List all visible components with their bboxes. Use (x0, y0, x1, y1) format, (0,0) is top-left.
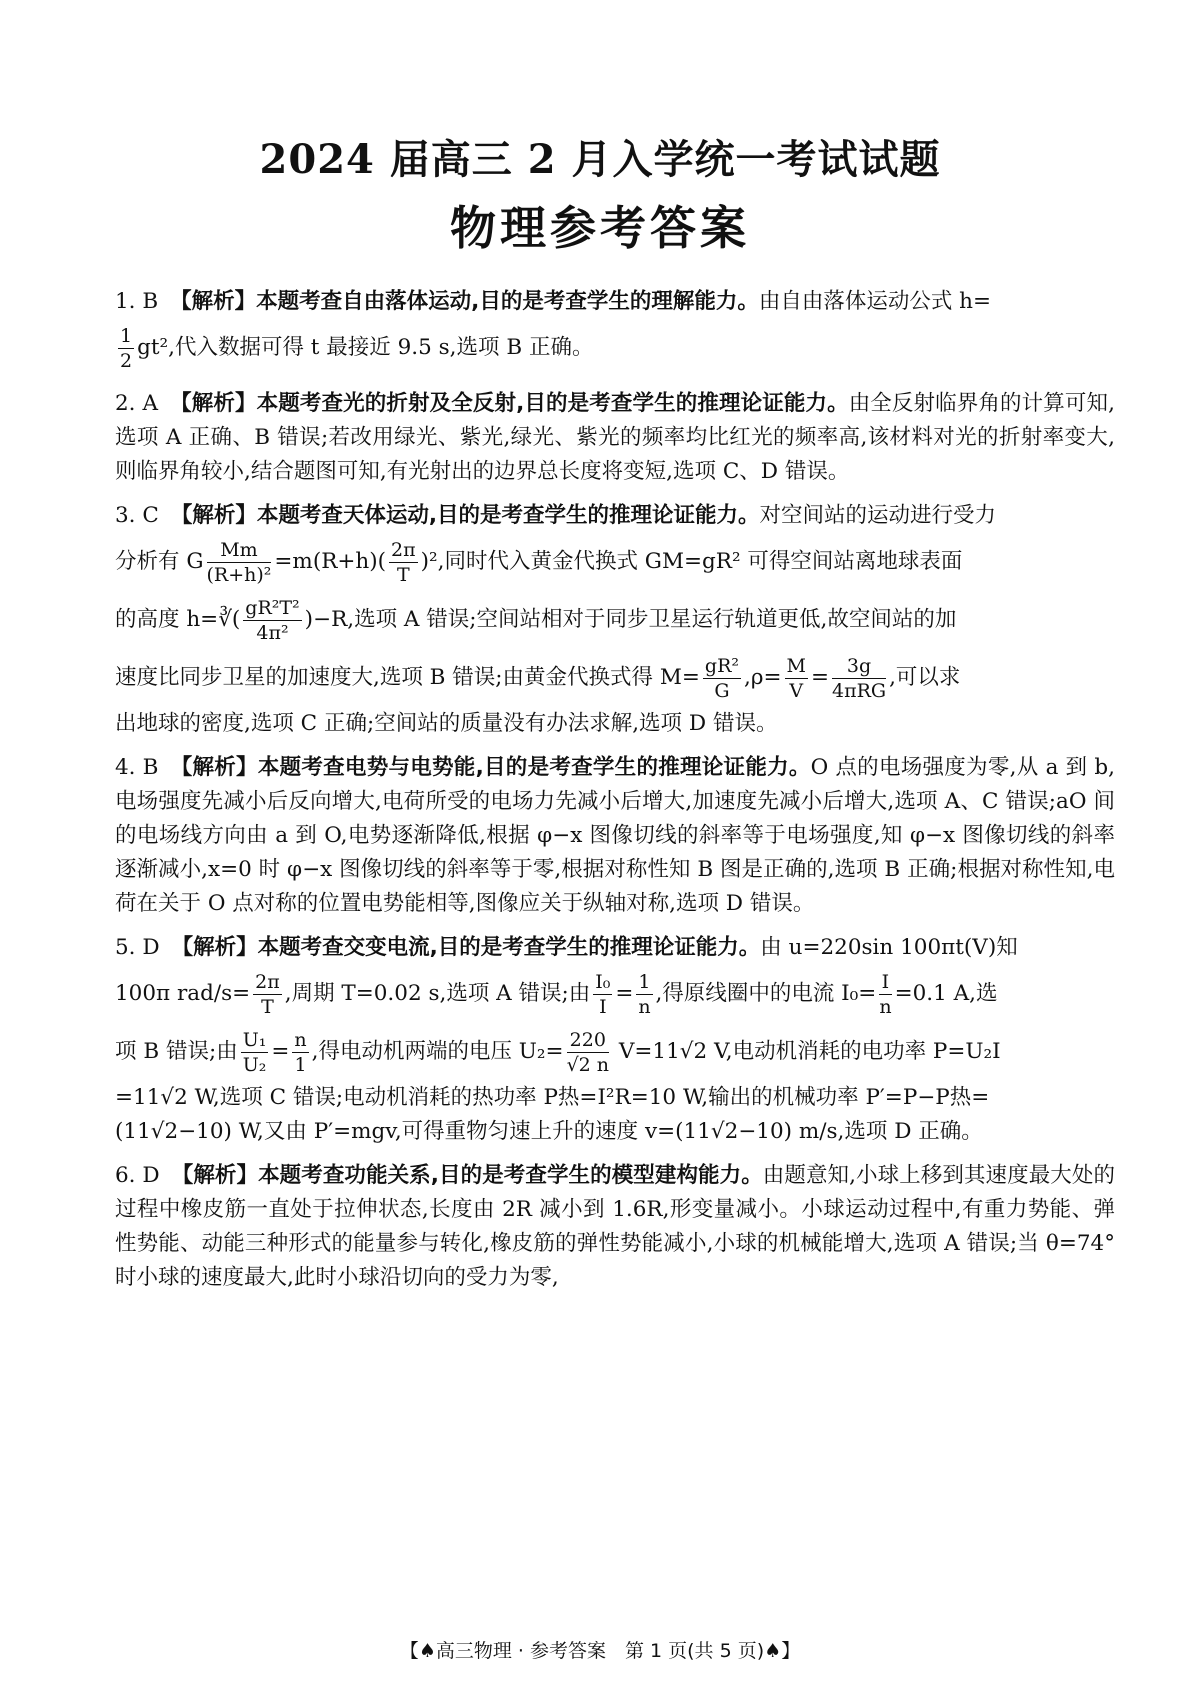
answer-list (115, 285, 1115, 1305)
item-text: V=11√2 V,电动机消耗的电功率 P=U₂I (612, 1039, 1001, 1064)
analysis-tag: 【解析】 (171, 935, 258, 960)
exam-title: 2024 届高三 2 月入学统一考试试题 (259, 136, 941, 183)
fraction: $\frac{3g}{\text{4πRG}}$ (832, 654, 887, 702)
item-number: 1. B (115, 289, 159, 314)
spade-icon: ♠ (764, 1640, 782, 1662)
item-text: 项 B 错误;由 (115, 1039, 238, 1064)
item-text: ,得电动机两端的电压 U₂= (311, 1039, 564, 1064)
item-number: 6. D (115, 1163, 160, 1188)
answer-item-4 (115, 751, 1115, 921)
item-text: gt²,代入数据可得 t 最接近 9.5 s,选项 B 正确。 (137, 335, 594, 360)
item-text: )−R,选项 A 错误;空间站相对于同步卫星运行轨道更低,故空间站的加 (304, 607, 957, 632)
item-text: ,ρ= (744, 665, 782, 690)
item-text: =m(R+h)( (274, 549, 387, 574)
answer-item-5 (115, 931, 1115, 1149)
fraction: $\frac{Mm}{\text{(R+h)²}}$ (206, 538, 272, 586)
fraction: $\frac{M}{V}$ (786, 654, 806, 702)
answer-item-3 (115, 499, 1115, 741)
analysis-tag: 【解析】 (170, 755, 258, 780)
item-text: 由 u=220sin 100πt(V)知 (760, 935, 1018, 960)
analysis-tag: 【解析】 (170, 391, 257, 416)
item-text: O 点的电场强度为零,从 a 到 b,电场强度先减小后反向增大,电荷所受的电场力先减小后增大,加速度先减小后增大,选项 A、C 错误;aO 间的电场线方向由 a 到 O,电势逐渐降低,根据 φ−x 图像切线的斜率等于电场强度,知 φ−x 图像切线的斜率逐渐减小,x=0 时 φ−x 图像切线的斜率等于零,根据对称性知 B 图是正确的,选项 B 正确;根据对称性知,电荷在关于 O 点对称的位置电势能相等,图像应关于纵轴对称,选项 D 错误。 (115, 755, 1115, 916)
item-text: 对空间站的运动进行受力 (759, 503, 997, 528)
item-text: 由全反射临界角的计算可知,选项 A 正确、B 错误;若改用绿光、紫光,绿光、紫光的频率均比红光的频率高,该材料对光的折射率变大,则临界角较小,结合题图可知,有光射出的边界总长度将变短,选项 C、D 错误。 (115, 391, 1115, 484)
item-number: 4. B (115, 755, 159, 780)
item-text: 的高度 h=∛( (115, 607, 241, 632)
item-text: 速度比同步卫星的加速度大,选项 B 错误;由黄金代换式得 M= (115, 665, 700, 690)
item-text: ,可以求 (889, 665, 961, 690)
analysis-lead: 本题考查交变电流,目的是考查学生的推理论证能力。 (257, 935, 761, 960)
spade-icon: ♠ (418, 1640, 436, 1662)
fraction: $\frac{220}{√2 n}$ (566, 1028, 610, 1076)
item-text: 由自由落体运动公式 h= (758, 289, 992, 314)
fraction: $\frac{1}{n}$ (638, 970, 651, 1018)
analysis-lead: 本题考查光的折射及全反射,目的是考查学生的推理论证能力。 (256, 391, 849, 416)
item-text: ,周期 T=0.02 s,选项 A 错误;由 (284, 981, 591, 1006)
item-text: =0.1 A,选 (894, 981, 998, 1006)
item-text: 100π rad/s= (115, 981, 251, 1006)
answer-item-2 (115, 387, 1115, 489)
fraction: $\frac{2\pi}{T}$ (391, 538, 416, 586)
fraction: $\frac{1}{2}$ (120, 324, 133, 372)
item-number: 5. D (115, 935, 160, 960)
footer-bracket-right: 】 (781, 1640, 801, 1662)
item-number: 2. A (115, 391, 158, 416)
footer-bracket-left: 【 (399, 1640, 419, 1662)
analysis-lead: 本题考查天体运动,目的是考查学生的推理论证能力。 (256, 503, 760, 528)
analysis-tag: 【解析】 (170, 503, 257, 528)
item-text: = (271, 1039, 290, 1064)
fraction: $\frac{\text{I₀}}{I}$ (595, 970, 611, 1018)
item-number: 3. C (115, 503, 159, 528)
fraction: $\frac{I}{n}$ (879, 970, 892, 1018)
item-text: )²,同时代入黄金代换式 GM=gR² 可得空间站离地球表面 (420, 549, 963, 574)
answer-item-1 (115, 285, 1115, 377)
item-text: ,得原线圈中的电流 I₀= (655, 981, 877, 1006)
answer-title: 物理参考答案 (450, 201, 750, 255)
footer-text: 高三物理 · 参考答案 第 1 页(共 5 页) (435, 1640, 765, 1662)
fraction: $\frac{n}{1}$ (294, 1028, 307, 1076)
analysis-lead: 本题考查电势与电势能,目的是考查学生的推理论证能力。 (257, 755, 811, 780)
analysis-tag: 【解析】 (171, 1163, 259, 1188)
item-text: 出地球的密度,选项 C 正确;空间站的质量没有办法求解,选项 D 错误。 (115, 711, 778, 736)
item-text: 由题意知,小球上移到其速度最大处的过程中橡皮筋一直处于拉伸状态,长度由 2R 减小到 1.6R,形变量减小。小球运动过程中,有重力势能、弹性势能、动能三种形式的能量参与转化,橡皮筋的弹性势能减小,小球的机械能增大,选项 A 错误;当 θ=74°时小球的速度最大,此时小球沿切向的受力为零, (115, 1163, 1115, 1290)
page-footer (0, 1636, 1200, 1663)
item-text: (11√2−10) W,又由 P′=mgv,可得重物匀速上升的速度 v=(11√2−10) m/s,选项 D 正确。 (115, 1119, 983, 1144)
analysis-lead: 本题考查自由落体运动,目的是考查学生的理解能力。 (256, 289, 759, 314)
fraction: $\frac{\text{gR²T²}}{\text{4π²}}$ (245, 596, 300, 644)
item-text: = (615, 981, 634, 1006)
fraction: $\frac{2\pi}{T}$ (255, 970, 280, 1018)
answer-item-6 (115, 1159, 1115, 1295)
analysis-lead: 本题考查功能关系,目的是考查学生的模型建构能力。 (258, 1163, 763, 1188)
fraction: $\frac{\text{U₁}}{\text{U₂}}$ (242, 1028, 267, 1076)
item-text: 分析有 G (115, 549, 204, 574)
item-text: =11√2 W,选项 C 错误;电动机消耗的热功率 P热=I²R=10 W,输出的机械功率 P′=P−P热= (115, 1085, 990, 1110)
analysis-tag: 【解析】 (170, 289, 257, 314)
fraction: $\frac{\text{gR²}}{G}$ (704, 654, 740, 702)
item-text: = (810, 665, 829, 690)
